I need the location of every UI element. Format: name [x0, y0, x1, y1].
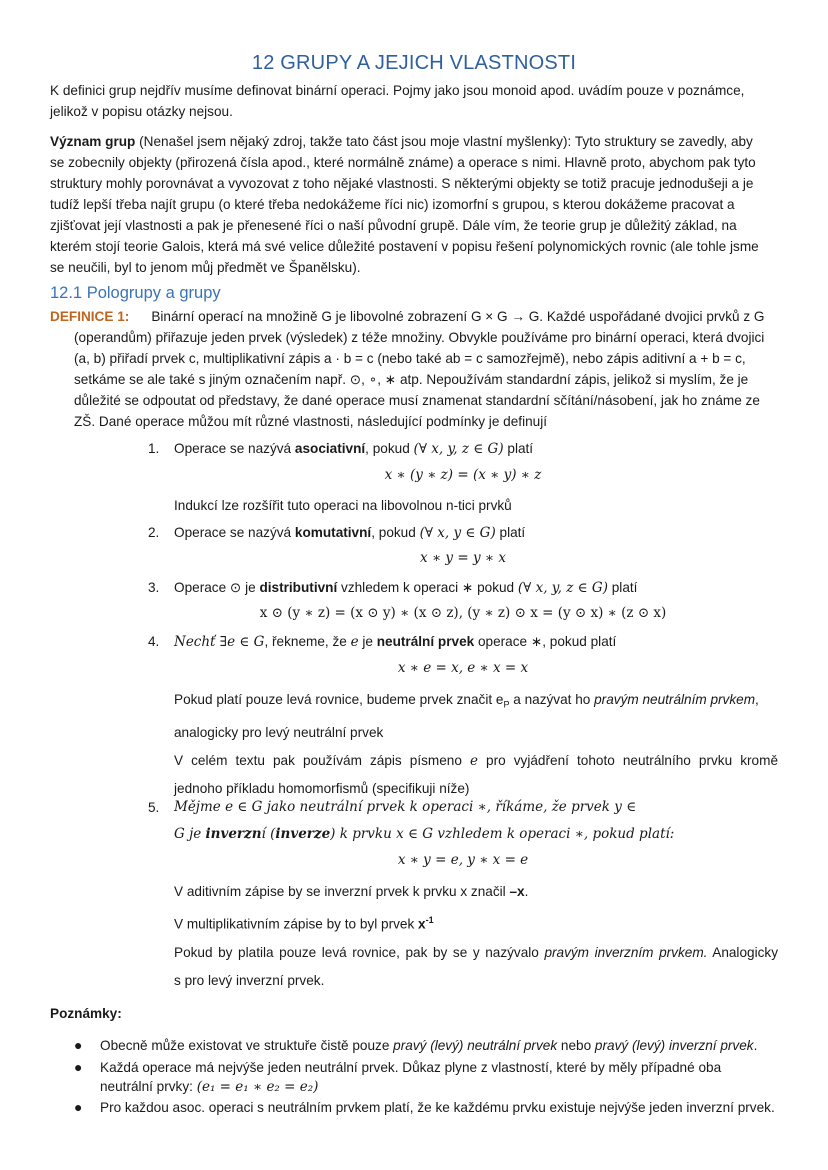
item-text-post: , pokud [371, 525, 420, 540]
definition-text-1: Binární operací na množině G je libovolné zobrazení G × G → G. Každé uspořádané dvojici prvků z G [151, 309, 765, 324]
item-text-post: operace ∗, pokud platí [474, 634, 617, 649]
bullet-line-2 [100, 1077, 778, 1097]
definition-block [50, 306, 778, 432]
inverse-notes [174, 878, 778, 995]
definition-label: DEFINICE 1: [50, 309, 130, 324]
intro-line-2: jelikož v popisu otázky nejsou. [50, 104, 233, 119]
meaning-line-7: se neučili, byl to jenom můj předmět ve Španělsku). [50, 260, 361, 275]
equation-associative: x ∗ (y ∗ z) = (x ∗ y) ∗ z [384, 467, 542, 483]
note-math-e: e [469, 752, 478, 769]
math-part: G je [174, 826, 206, 842]
bullet-text-part: Obecně může existovat ve struktuře čistě pouze [100, 1038, 394, 1053]
equation-distributive: x ⊙ (y ∗ z) = (x ⊙ y) ∗ (x ⊙ z), (y ∗ z) ⊙ x = (y ⊙ x) ∗ (z ⊙ x) [259, 605, 667, 621]
note-bold: –x [509, 884, 525, 899]
page-title: 12 GRUPY A JEJICH VLASTNOSTI [251, 52, 577, 74]
inverse-note-1 [174, 878, 778, 906]
note-subscript: P [503, 699, 510, 710]
item-number: 2. [148, 525, 160, 540]
meaning-line-4: tudíž lepší třeba najít grupu (o které třeba nedokážeme říci nic) izomorfní s grupou, s kterou dokážeme pracovat a [50, 197, 735, 212]
neutral-note-2: analogicky pro levý neutrální prvek [174, 724, 384, 740]
intro-line-1: K definici grup nejdřív musíme definovat binární operaci. Pojmy jako jsou monoid apod. uvádím pouze v poznámce, [50, 83, 745, 98]
meaning-line-2: se zobecnily objekty (přirozená čísla apod., které normálně známe) a operace s nimi. Hlavně proto, abychom pak tyto [50, 155, 756, 170]
item-math-e: e [350, 634, 359, 650]
item-text-tail: platí [607, 580, 638, 595]
bullet-italic: pravý (levý) neutrální prvek [393, 1038, 558, 1053]
note-text: a nazývat ho [509, 692, 595, 707]
meaning-line-6: kterém stojí teorie Galois, která má své velice důležité postavení v popisu řešení polynomických rovnic (ale tohle jsme [50, 239, 759, 254]
note-text: Pokud by platila pouze levá rovnice, pak by se y nazývalo [174, 944, 545, 960]
item-condition: (∀ x, y, z ∈ G) [413, 441, 504, 457]
inverse-note-2 [174, 906, 778, 939]
meaning-line-5: zjišťovat její vlastnosti a pak je přenesené říci o naší původní grupě. Dále vím, že teorie grup je důležitý základ, na [50, 218, 737, 233]
note-bold: x [418, 916, 426, 932]
math-bold: inverzn [205, 826, 262, 842]
math-part: ) k prvku x ∈ G vzhledem k operaci ∗, pokud platí: [330, 826, 675, 842]
note-text: V multiplikativním zápise by to byl prvek [174, 916, 419, 932]
meaning-bold-label: Význam grup [50, 134, 136, 149]
note-text: V aditivním zápise by se inverzní prvek k prvku x značil [174, 884, 510, 899]
item-text [174, 438, 778, 460]
item-text-tail: platí [503, 441, 534, 456]
item-text [174, 631, 778, 653]
neutral-note-3 [174, 747, 778, 775]
bullet-text [100, 1036, 778, 1055]
item-keyword: komutativní [294, 525, 372, 540]
item-math-pre: Nechť ∃e ∈ G [174, 634, 265, 650]
equation-commutative: x ∗ y = y ∗ x [420, 550, 506, 566]
bullet-icon: ● [74, 1099, 83, 1115]
note-text: V celém textu pak používám zápis písmeno [174, 752, 470, 768]
item-keyword: distributivní [259, 580, 338, 595]
bullet-math: (e₁ = e₁ ∗ e₂ = e₂) [196, 1079, 319, 1095]
bullet-text [100, 1058, 778, 1097]
bullet-line-1: Každá operace má nejvýše jeden neutrální prvek. Důkaz plyne z vlastností, které by měly případné oba [100, 1060, 722, 1075]
bullet-icon: ● [74, 1059, 83, 1075]
neutral-notes [174, 686, 778, 803]
item-text-pre: Operace ⊙ je [174, 580, 260, 595]
bullet-italic: pravý (levý) inverzní prvek [594, 1038, 754, 1053]
note-text: Pokud platí pouze levá rovnice, budeme prvek značit e [174, 692, 504, 707]
note-text: pro vyjádření tohoto neutrálního prvku kromě [477, 752, 778, 768]
definition-line-1 [50, 306, 778, 327]
section-heading: 12.1 Pologrupy a grupy [50, 284, 221, 302]
neutral-note-4: jednoho příkladu homomorfismů (specifikuji níže) [174, 780, 470, 796]
definition-line-5: důležité se odpoutat od představy, že dané operace musí znamenat standardní sčítání/násobení, jak ho známe ze [74, 393, 760, 408]
item-text [174, 577, 778, 599]
item-text [174, 522, 778, 544]
definition-line-6: ZŠ. Dané operace můžou mít různé vlastnosti, následující podmínky je definují [74, 414, 548, 429]
item-condition: (∀ x, y, z ∈ G) [517, 580, 608, 596]
item-keyword: asociativní [294, 441, 366, 456]
neutral-note-1 [174, 686, 778, 719]
note-text: Analogicky [707, 944, 778, 960]
item-text-pre: Operace se nazývá [174, 441, 295, 456]
item-number: 1. [148, 441, 160, 456]
item-number: 3. [148, 580, 160, 595]
intro-paragraph [50, 80, 778, 122]
item-text-pre: Operace se nazývá [174, 525, 295, 540]
meaning-line-3: struktury mohly porovnávat a vyvozovat z toho nějaké vlastnosti. S některými objekty se totiž pracuje jednodušeji a je [50, 176, 754, 191]
meaning-paragraph [50, 131, 778, 278]
item-keyword: neutrální prvek [376, 634, 475, 649]
math-bold: inverze [275, 826, 331, 842]
item-text-post: , pokud [365, 441, 414, 456]
associative-note: Indukcí lze rozšířit tuto operaci na libovolnou n-tici prvků [174, 498, 512, 513]
meaning-line-1-rest: (Nenašel jsem nějaký zdroj, takže tato část jsou moje vlastní myšlenky): Tyto struktury se zavedly, aby [135, 134, 753, 149]
item-number: 5. [148, 800, 160, 815]
inverse-note-4: s pro levý inverzní prvek. [174, 972, 325, 988]
item-text-post: vzhledem k operaci ∗ pokud [337, 580, 518, 595]
note-italic: pravým neutrálním prvkem [594, 692, 756, 707]
note-superscript: -1 [425, 915, 434, 925]
bullet-text-part: nebo [557, 1038, 595, 1053]
item-text-mid: je [358, 634, 377, 649]
bullet-text: Pro každou asoc. operaci s neutrálním prvkem platí, že ke každému prvku existuje nejvýše jeden inverzní prvek. [100, 1100, 775, 1115]
item-math-line-2 [174, 824, 778, 845]
bullet-text-part: neutrální prvky: [100, 1079, 197, 1094]
note-text: . [524, 884, 529, 899]
item-text-pre: , řekneme, že [264, 634, 351, 649]
bullet-text-part: . [753, 1038, 758, 1053]
inverse-note-3 [174, 939, 778, 967]
item-text-tail: platí [495, 525, 526, 540]
definition-line-4: setkáme se ale také s jiným označením např. ⊙, ∘, ∗ atp. Nepoužívám standardní zápis, jelikož si myslím, že je [74, 372, 749, 387]
definition-line-2: (operandům) přiřazuje jeden prvek (výsledek) z téže množiny. Obvykle používáme pro binární operaci, která dvojici [74, 330, 765, 345]
item-math-line-1: Mějme e ∈ G jako neutrální prvek k operaci ∗, říkáme, že prvek y ∈ [174, 799, 637, 815]
note-text: , [755, 692, 759, 707]
item-condition: (∀ x, y ∈ G) [419, 525, 496, 541]
definition-line-3: (a, b) přiřadí prvek c, multiplikativní zápis a · b = c (nebo také ab = c samozřejmě), nebo zápis aditivní a + b = c, [74, 351, 746, 366]
notes-heading: Poznámky: [50, 1006, 122, 1021]
item-number: 4. [148, 634, 160, 649]
meaning-line-1 [50, 131, 778, 152]
equation-neutral: x ∗ e = x, e ∗ x = x [397, 660, 529, 676]
note-italic: pravým inverzním prvkem. [544, 944, 708, 960]
math-part: í ( [261, 826, 276, 842]
equation-inverse: x ∗ y = e, y ∗ x = e [397, 852, 529, 868]
bullet-icon: ● [74, 1037, 83, 1053]
